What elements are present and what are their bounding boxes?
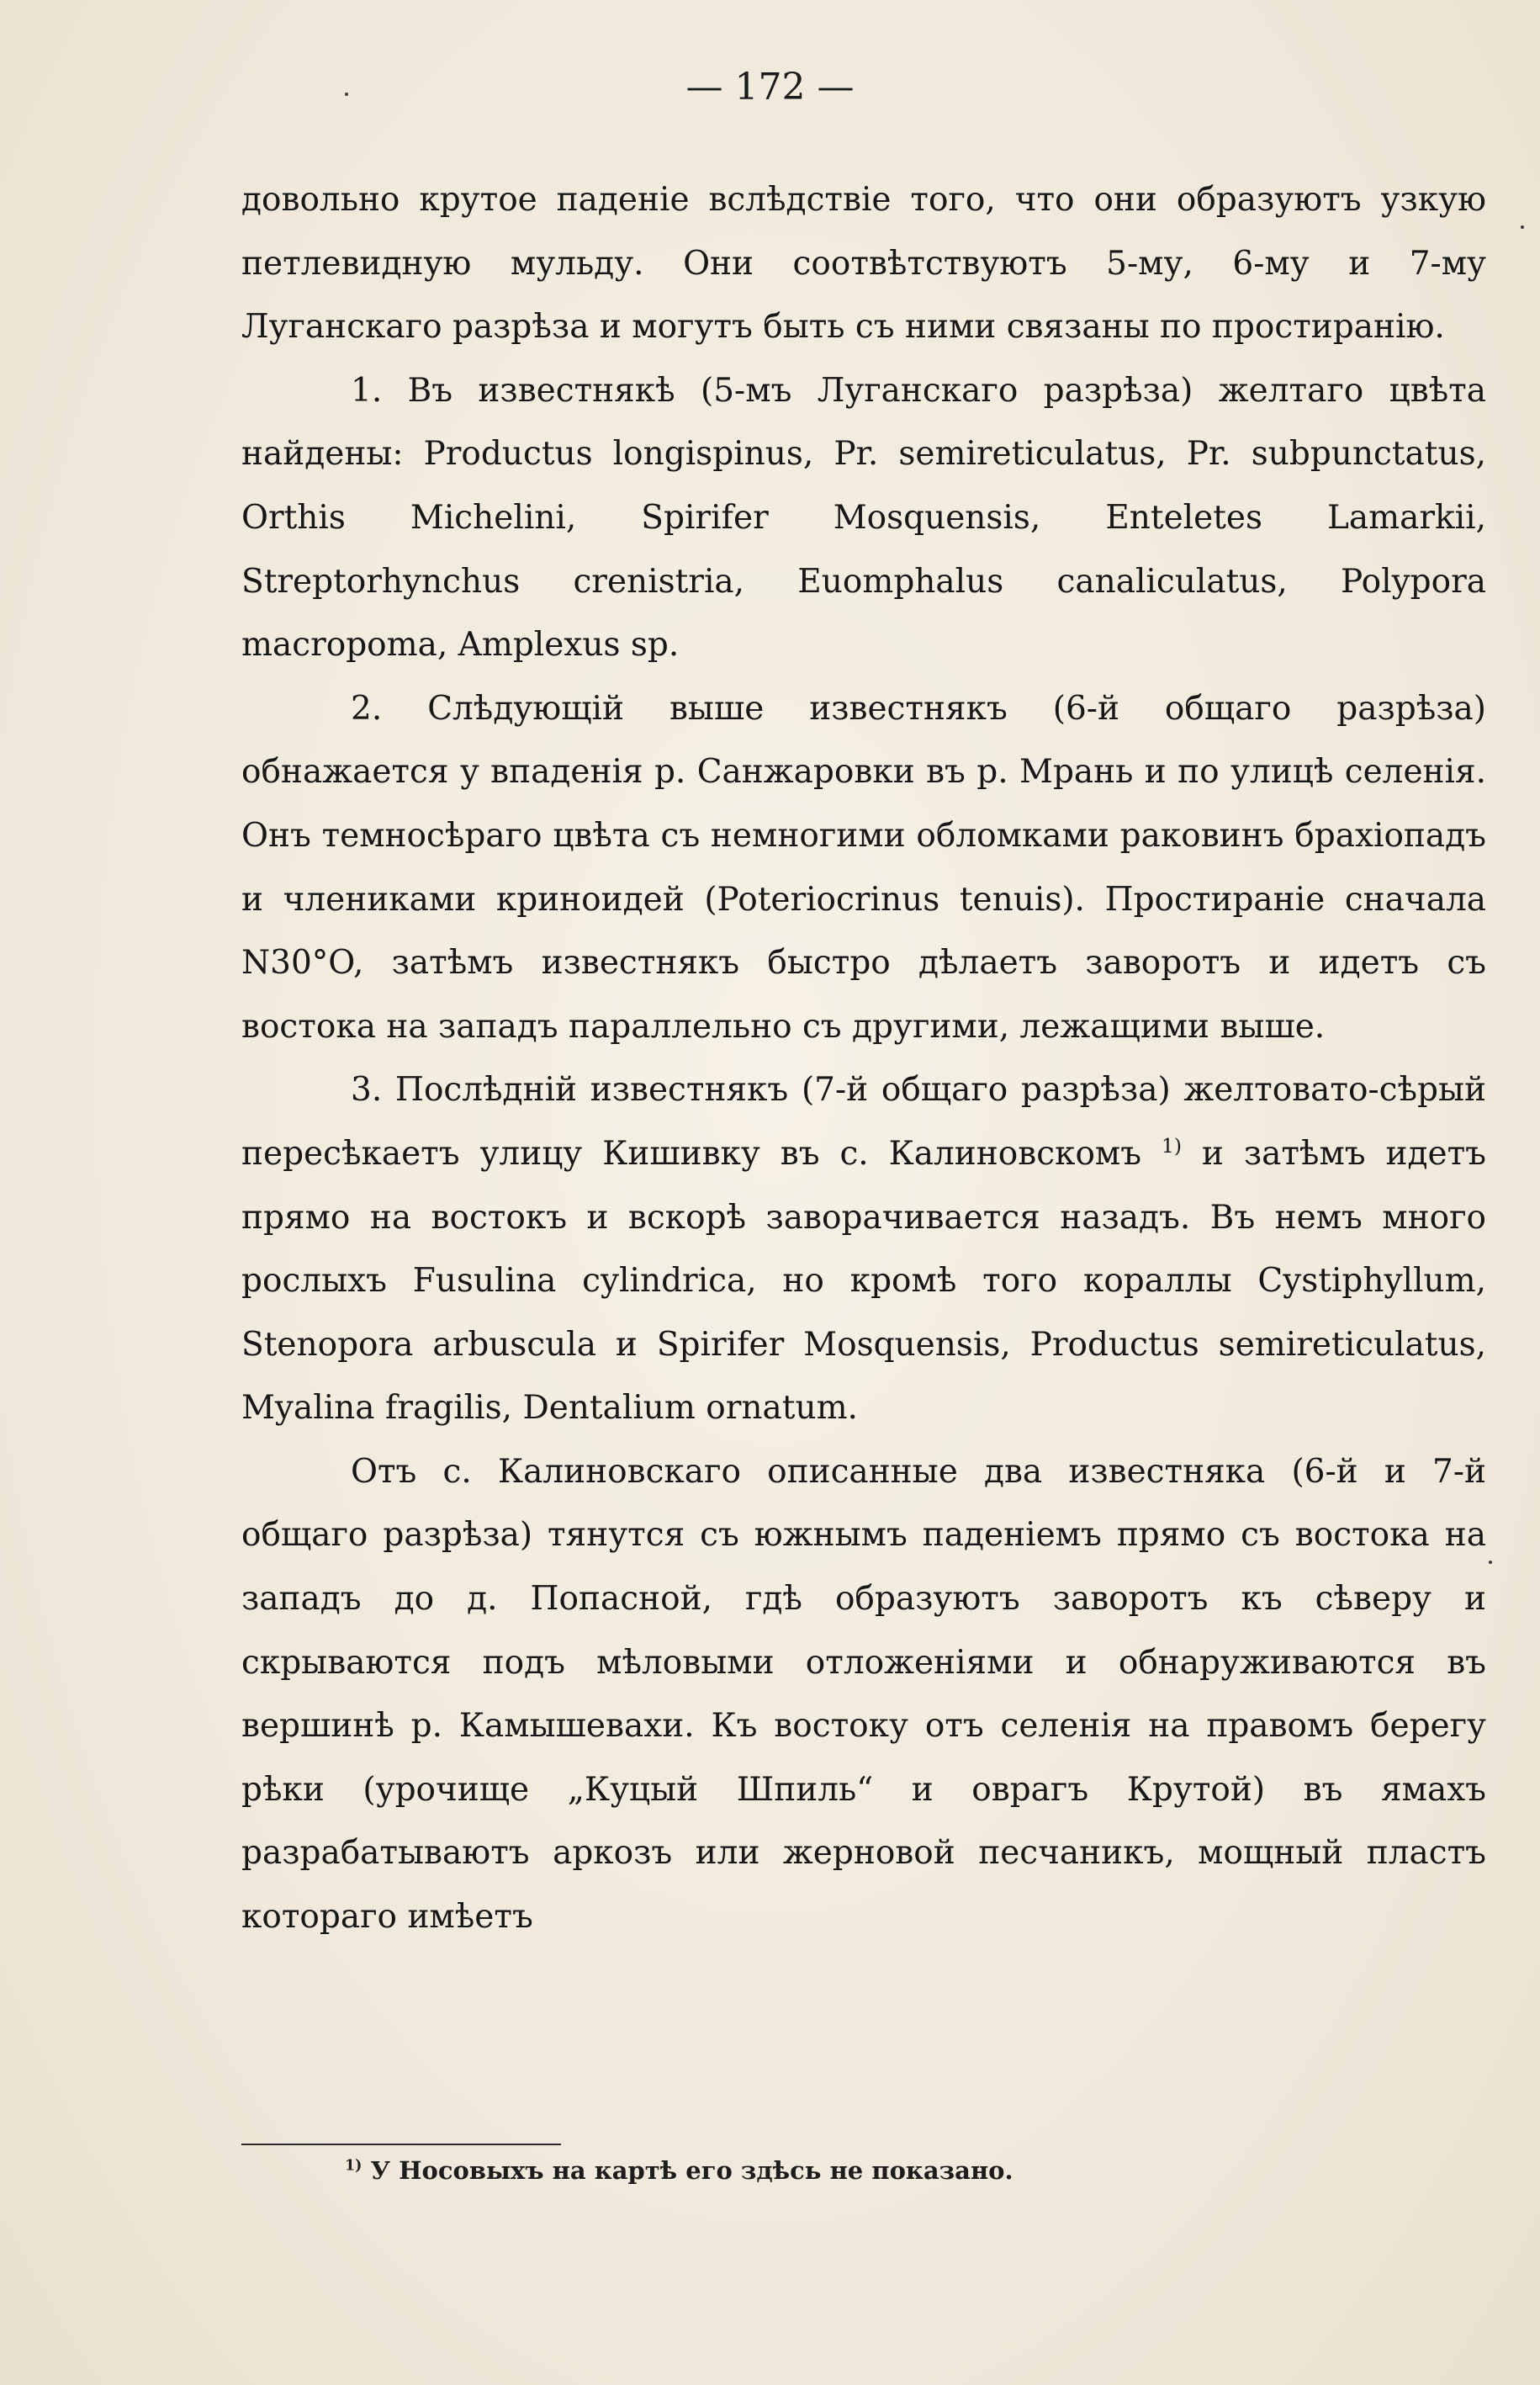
footnote-mark: 1): [345, 2157, 363, 2175]
footnote-reference: 1): [1162, 1133, 1183, 1158]
paragraph-limestone-3: [241, 1058, 1486, 1440]
paragraph-limestone-1: 1. Въ известнякѣ (5-мъ Луганскаго разрѣза) желтаго цвѣта найдены: Productus longispinus, Pr. semireticulatus, Pr. subpunctatus, Orthis Michelini, Spirifer Mosquensis, Enteletes Lamarkii, Streptorhynchus crenistria, Euomphalus canaliculatus, Polypora macropoma, Amplexus sp.: [241, 371, 1486, 665]
paragraph-limestone-3-part1: 3. Послѣдній известнякъ (7-й общаго разрѣза) желтовато-сѣрый пересѣкаетъ улицу Кишивку въ с. Калиновскомъ: [241, 1071, 1486, 1173]
page-speck: [345, 93, 348, 96]
footnote-divider: [241, 2144, 561, 2145]
paragraph-limestone-3-part2: и затѣмъ идетъ прямо на востокъ и вскорѣ заворачивается назадъ. Въ немъ много рослыхъ Fusulina cylindrica, но кромѣ того кораллы Cystiphyllum, Stenopora arbuscula и Spirifer Mosquensis, Productus semireticulatus, Myalina fragilis, Dentalium ornatum.: [241, 1134, 1486, 1428]
page-speck: [1489, 1561, 1492, 1564]
footnote: [345, 2156, 1013, 2185]
body-text: [241, 168, 1486, 1949]
paragraph-kalinovskoe: Отъ с. Калиновскаго описанные два известняка (6-й и 7-й общаго разрѣза) тянутся съ южнымъ паденіемъ прямо съ востока на западъ до д. Попасной, гдѣ образуютъ заворотъ къ сѣверу и скрываются подъ мѣловыми отложеніями и обнаруживаются въ вершинѣ р. Камышевахи. Къ востоку отъ селенія на правомъ берегу рѣки (урочище „Куцый Шпиль“ и оврагъ Крутой) въ ямахъ разрабатываютъ аркозъ или жерновой песчаникъ, мощный пластъ котораго имѣетъ: [241, 1452, 1486, 1937]
paragraph-continued: довольно крутое паденіе вслѣдствіе того, что они образуютъ узкую петлевидную мульду. Они соотвѣтствуютъ 5-му, 6-му и 7-му Луганскаго разрѣза и могутъ быть съ ними связаны по простиранію.: [241, 181, 1486, 347]
page-number: — 172 —: [685, 66, 855, 109]
footnote-text: У Носовыхъ на картѣ его здѣсь не показано.: [362, 2156, 1013, 2185]
page-speck: [1521, 225, 1524, 229]
paragraph-limestone-2: 2. Слѣдующій выше известнякъ (6-й общаго разрѣза) обнажается у впаденія р. Санжаровки въ р. Мрань и по улицѣ селенія. Онъ темносѣраго цвѣта съ немногими обломками раковинъ брахіопадъ и члениками криноидей (Poteriocrinus tenuis). Простираніе сначала N30°O, затѣмъ известнякъ быстро дѣлаетъ заворотъ и идетъ съ востока на западъ параллельно съ другими, лежащими выше.: [241, 689, 1486, 1046]
